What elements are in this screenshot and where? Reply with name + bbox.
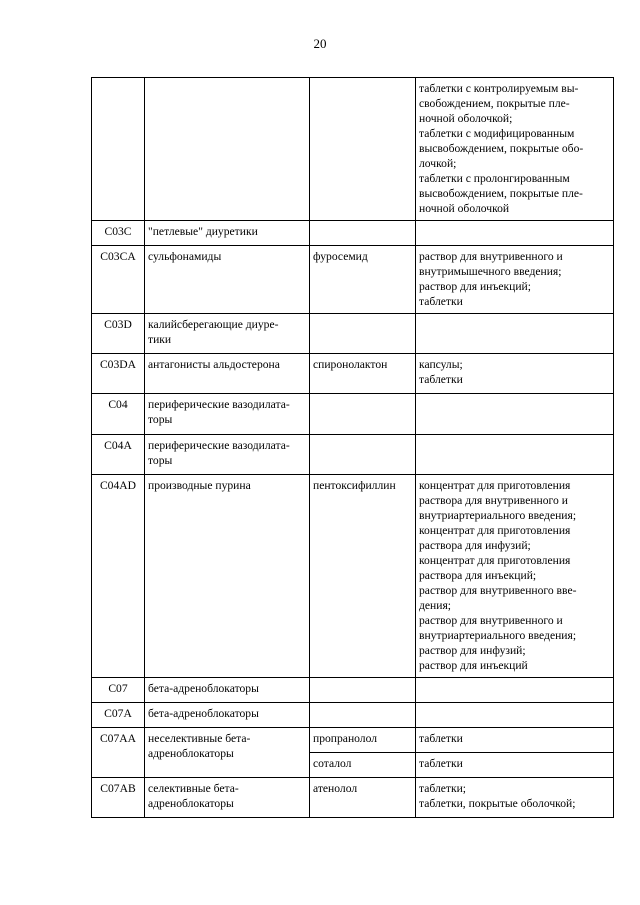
- group-name-cell: [145, 78, 310, 221]
- table-row: [92, 435, 614, 475]
- table-row: [92, 354, 614, 394]
- atc-code-cell: C03D: [92, 314, 145, 354]
- atc-code-cell: C03C: [92, 221, 145, 246]
- group-name-cell: периферические вазодилата- торы: [145, 435, 310, 475]
- dosage-form-cell: таблетки: [416, 728, 614, 753]
- group-name-cell: бета-адреноблокаторы: [145, 678, 310, 703]
- drug-name-cell: фуросемид: [310, 246, 416, 314]
- dosage-form-cell: раствор для внутривенного и внутримышечного введения; раствор для инъекций; таблетки: [416, 246, 614, 314]
- dosage-form-cell: [416, 394, 614, 435]
- group-name-cell: бета-адреноблокаторы: [145, 703, 310, 728]
- drug-name-cell: [310, 678, 416, 703]
- atc-code-cell: C03CA: [92, 246, 145, 314]
- group-name-cell: "петлевые" диуретики: [145, 221, 310, 246]
- atc-code-cell: [92, 78, 145, 221]
- page-number: 20: [313, 36, 327, 51]
- dosage-form-cell: [416, 221, 614, 246]
- table-row: [92, 703, 614, 728]
- group-name-cell: производные пурина: [145, 475, 310, 678]
- table-row: [92, 394, 614, 435]
- table-row: [92, 475, 614, 678]
- table-row: [92, 246, 614, 314]
- dosage-form-cell: [416, 314, 614, 354]
- dosage-form-cell: [416, 703, 614, 728]
- group-name-cell: антагонисты альдостерона: [145, 354, 310, 394]
- drug-name-cell: [310, 78, 416, 221]
- dosage-form-cell: капсулы; таблетки: [416, 354, 614, 394]
- atc-code-cell: C07AA: [92, 728, 145, 778]
- table-row: [92, 728, 614, 753]
- drug-table: [91, 77, 614, 818]
- group-name-cell: неселективные бета- адреноблокаторы: [145, 728, 310, 778]
- dosage-form-cell: таблетки; таблетки, покрытые оболочкой;: [416, 778, 614, 818]
- drug-name-cell: [310, 435, 416, 475]
- atc-code-cell: C07AB: [92, 778, 145, 818]
- drug-name-cell: соталол: [310, 753, 416, 778]
- drug-name-cell: пентоксифиллин: [310, 475, 416, 678]
- atc-code-cell: C04: [92, 394, 145, 435]
- atc-code-cell: C07: [92, 678, 145, 703]
- drug-name-cell: атенолол: [310, 778, 416, 818]
- drug-name-cell: спиронолактон: [310, 354, 416, 394]
- atc-code-cell: C04AD: [92, 475, 145, 678]
- drug-name-cell: [310, 221, 416, 246]
- atc-code-cell: C07A: [92, 703, 145, 728]
- drug-name-cell: [310, 394, 416, 435]
- table-row: [92, 221, 614, 246]
- dosage-form-cell: концентрат для приготовления раствора для внутривенного и внутриартериального введения; концентрат для приготовления раствора для инфузий; концентрат для приготовления раствора для инъекций; раствор для внутривенного вве- дения; раствор для внутривенного и внутриартериального введения; раствор для инфузий; раствор для инъекций: [416, 475, 614, 678]
- group-name-cell: селективные бета- адреноблокаторы: [145, 778, 310, 818]
- table-row: [92, 78, 614, 221]
- atc-code-cell: C03DA: [92, 354, 145, 394]
- group-name-cell: сульфонамиды: [145, 246, 310, 314]
- table-row: [92, 678, 614, 703]
- dosage-form-cell: таблетки: [416, 753, 614, 778]
- dosage-form-cell: [416, 435, 614, 475]
- group-name-cell: периферические вазодилата- торы: [145, 394, 310, 435]
- dosage-form-cell: таблетки с контролируемым вы- свобождением, покрытые пле- ночной оболочкой; таблетки с модифицированным высвобождением, покрытые обо- лочкой; таблетки с пролонгированным высвобождением, покрытые пле- ночной оболочкой: [416, 78, 614, 221]
- dosage-form-cell: [416, 678, 614, 703]
- drug-name-cell: [310, 703, 416, 728]
- drug-name-cell: [310, 314, 416, 354]
- table-row: [92, 314, 614, 354]
- group-name-cell: калийсберегающие диуре- тики: [145, 314, 310, 354]
- drug-name-cell: пропранолол: [310, 728, 416, 753]
- atc-code-cell: C04A: [92, 435, 145, 475]
- table-row: [92, 778, 614, 818]
